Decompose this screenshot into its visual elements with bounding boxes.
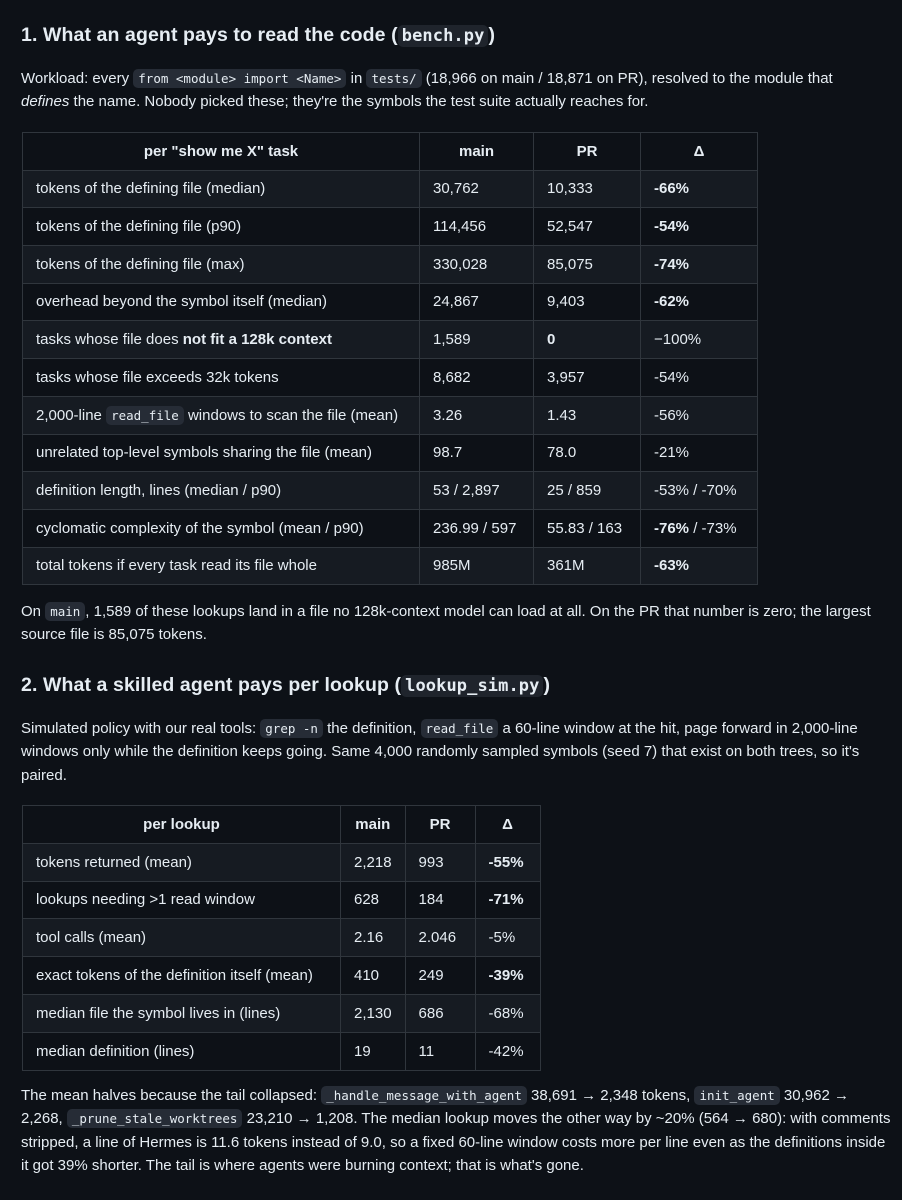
main-value: 410 bbox=[341, 957, 406, 995]
table-row bbox=[23, 957, 541, 995]
section-2-summary: The mean halves because the tail collapsed: _handle_message_with_agent 38,691 → 2,348 tokens, init_agent 30,962 → 2,268, _prune_stale_worktrees 23,210 → 1,208. The median lookup moves the other way by ~20% (564 → 680): with comments stripped, a line of Hermes is 11.6 tokens instead of 9.0, so a fixed 60-line window costs more per line even as the definitions inside it got 39% shorter. The tail is where agents were burning context; that is what's gone. bbox=[21, 1087, 891, 1174]
read-file-code: read_file bbox=[421, 719, 499, 738]
section-2-intro: Simulated policy with our real tools: grep -n the definition, read_file a 60-line window at the hit, page forward in 2,000-line windows only while the definition keeps going. Same 4,000 randomly sampled symbols (seed 7) that exist on both trees, so it's paired. bbox=[21, 720, 860, 784]
row-label: lookups needing >1 read window bbox=[23, 881, 341, 919]
main-value: 24,867 bbox=[420, 283, 534, 321]
prune-worktrees-code: _prune_stale_worktrees bbox=[67, 1109, 243, 1128]
table-row bbox=[23, 283, 758, 321]
table-row bbox=[23, 881, 541, 919]
table-header-row bbox=[23, 806, 541, 844]
delta-value: -54% bbox=[641, 359, 758, 397]
main-value: 985M bbox=[420, 547, 534, 585]
lookup-table bbox=[22, 805, 541, 1071]
table-row bbox=[23, 994, 541, 1032]
main-value: 98.7 bbox=[420, 434, 534, 472]
pr-value: 25 / 859 bbox=[534, 472, 641, 510]
pr-value: 78.0 bbox=[534, 434, 641, 472]
delta-value: -21% bbox=[641, 434, 758, 472]
row-label: tokens returned (mean) bbox=[23, 843, 341, 881]
bench-table bbox=[22, 132, 758, 585]
pr-value: 11 bbox=[405, 1032, 475, 1070]
pr-value: 1.43 bbox=[534, 396, 641, 434]
table-row bbox=[23, 396, 758, 434]
table-row bbox=[23, 843, 541, 881]
pr-value: 10,333 bbox=[534, 170, 641, 208]
main-value: 8,682 bbox=[420, 359, 534, 397]
table-row bbox=[23, 321, 758, 359]
tests-dir-code: tests/ bbox=[366, 69, 421, 88]
column-header: per lookup bbox=[23, 806, 341, 844]
table-row bbox=[23, 359, 758, 397]
table-row bbox=[23, 509, 758, 547]
delta-value: -55% bbox=[475, 843, 540, 881]
pr-value: 3,957 bbox=[534, 359, 641, 397]
section-2-heading: 2. What a skilled agent pays per lookup ( lookup_sim.py ) bbox=[21, 674, 551, 696]
main-value: 628 bbox=[341, 881, 406, 919]
pr-value: 361M bbox=[534, 547, 641, 585]
read-file-code: read_file bbox=[106, 406, 184, 425]
row-label: median definition (lines) bbox=[23, 1032, 341, 1070]
import-code: from <module> import <Name> bbox=[133, 69, 346, 88]
main-value: 19 bbox=[341, 1032, 406, 1070]
row-label: tasks whose file does not fit a 128k context bbox=[23, 321, 420, 359]
main-value: 3.26 bbox=[420, 396, 534, 434]
pr-value: 249 bbox=[405, 957, 475, 995]
delta-value: -76% / -73% bbox=[641, 509, 758, 547]
main-branch-code: main bbox=[45, 602, 85, 621]
row-label: total tokens if every task read its file whole bbox=[23, 547, 420, 585]
row-label: 2,000-line read_file windows to scan the file (mean) bbox=[23, 396, 420, 434]
table-row bbox=[23, 472, 758, 510]
table-row bbox=[23, 170, 758, 208]
column-header: PR bbox=[405, 806, 475, 844]
table-row bbox=[23, 246, 758, 284]
section-1-intro: Workload: every from <module> import <Name> in tests/ (18,966 on main / 18,871 on PR), resolved to the module that defines the name. Nobody picked these; they're the symbols the test suite actually reaches for. bbox=[21, 70, 833, 111]
pr-value: 55.83 / 163 bbox=[534, 509, 641, 547]
main-value: 2.16 bbox=[341, 919, 406, 957]
main-value: 1,589 bbox=[420, 321, 534, 359]
main-value: 53 / 2,897 bbox=[420, 472, 534, 510]
row-label: tokens of the defining file (max) bbox=[23, 246, 420, 284]
row-label: tokens of the defining file (median) bbox=[23, 170, 420, 208]
pr-value: 184 bbox=[405, 881, 475, 919]
section-1-heading: 1. What an agent pays to read the code ( bench.py ) bbox=[21, 24, 496, 46]
delta-value: -53% / -70% bbox=[641, 472, 758, 510]
row-label: unrelated top-level symbols sharing the file (mean) bbox=[23, 434, 420, 472]
delta-value: -54% bbox=[641, 208, 758, 246]
table-row bbox=[23, 547, 758, 585]
bench-py-code: bench.py bbox=[398, 25, 489, 47]
row-label: overhead beyond the symbol itself (median) bbox=[23, 283, 420, 321]
pr-value: 993 bbox=[405, 843, 475, 881]
row-label: tool calls (mean) bbox=[23, 919, 341, 957]
main-value: 114,456 bbox=[420, 208, 534, 246]
column-header: per "show me X" task bbox=[23, 133, 420, 171]
table-row bbox=[23, 434, 758, 472]
column-header: Δ bbox=[475, 806, 540, 844]
delta-value: -63% bbox=[641, 547, 758, 585]
lookup-sim-code: lookup_sim.py bbox=[401, 675, 543, 697]
row-label: tokens of the defining file (p90) bbox=[23, 208, 420, 246]
row-label: definition length, lines (median / p90) bbox=[23, 472, 420, 510]
delta-value: -74% bbox=[641, 246, 758, 284]
table-header-row bbox=[23, 133, 758, 171]
section-1-summary: On main , 1,589 of these lookups land in a file no 128k-context model can load at all. On the PR that number is zero; the largest source file is 85,075 tokens. bbox=[21, 603, 871, 644]
row-label: cyclomatic complexity of the symbol (mean / p90) bbox=[23, 509, 420, 547]
delta-value: -5% bbox=[475, 919, 540, 957]
main-value: 2,130 bbox=[341, 994, 406, 1032]
table-row bbox=[23, 208, 758, 246]
pr-value: 686 bbox=[405, 994, 475, 1032]
table-row bbox=[23, 1032, 541, 1070]
delta-value: -39% bbox=[475, 957, 540, 995]
main-value: 2,218 bbox=[341, 843, 406, 881]
init-agent-code: init_agent bbox=[694, 1086, 779, 1105]
pr-value: 9,403 bbox=[534, 283, 641, 321]
row-label: exact tokens of the definition itself (mean) bbox=[23, 957, 341, 995]
main-value: 236.99 / 597 bbox=[420, 509, 534, 547]
table-row bbox=[23, 919, 541, 957]
delta-value: -42% bbox=[475, 1032, 540, 1070]
pr-value: 85,075 bbox=[534, 246, 641, 284]
delta-value: -71% bbox=[475, 881, 540, 919]
handle-message-code: _handle_message_with_agent bbox=[321, 1086, 527, 1105]
main-value: 30,762 bbox=[420, 170, 534, 208]
pr-value: 52,547 bbox=[534, 208, 641, 246]
column-header: main bbox=[341, 806, 406, 844]
column-header: PR bbox=[534, 133, 641, 171]
delta-value: −100% bbox=[641, 321, 758, 359]
grep-code: grep -n bbox=[260, 719, 323, 738]
delta-value: -66% bbox=[641, 170, 758, 208]
column-header: main bbox=[420, 133, 534, 171]
row-label: tasks whose file exceeds 32k tokens bbox=[23, 359, 420, 397]
delta-value: -62% bbox=[641, 283, 758, 321]
main-value: 330,028 bbox=[420, 246, 534, 284]
row-label: median file the symbol lives in (lines) bbox=[23, 994, 341, 1032]
pr-value: 0 bbox=[534, 321, 641, 359]
delta-value: -68% bbox=[475, 994, 540, 1032]
column-header: Δ bbox=[641, 133, 758, 171]
delta-value: -56% bbox=[641, 396, 758, 434]
pr-value: 2.046 bbox=[405, 919, 475, 957]
